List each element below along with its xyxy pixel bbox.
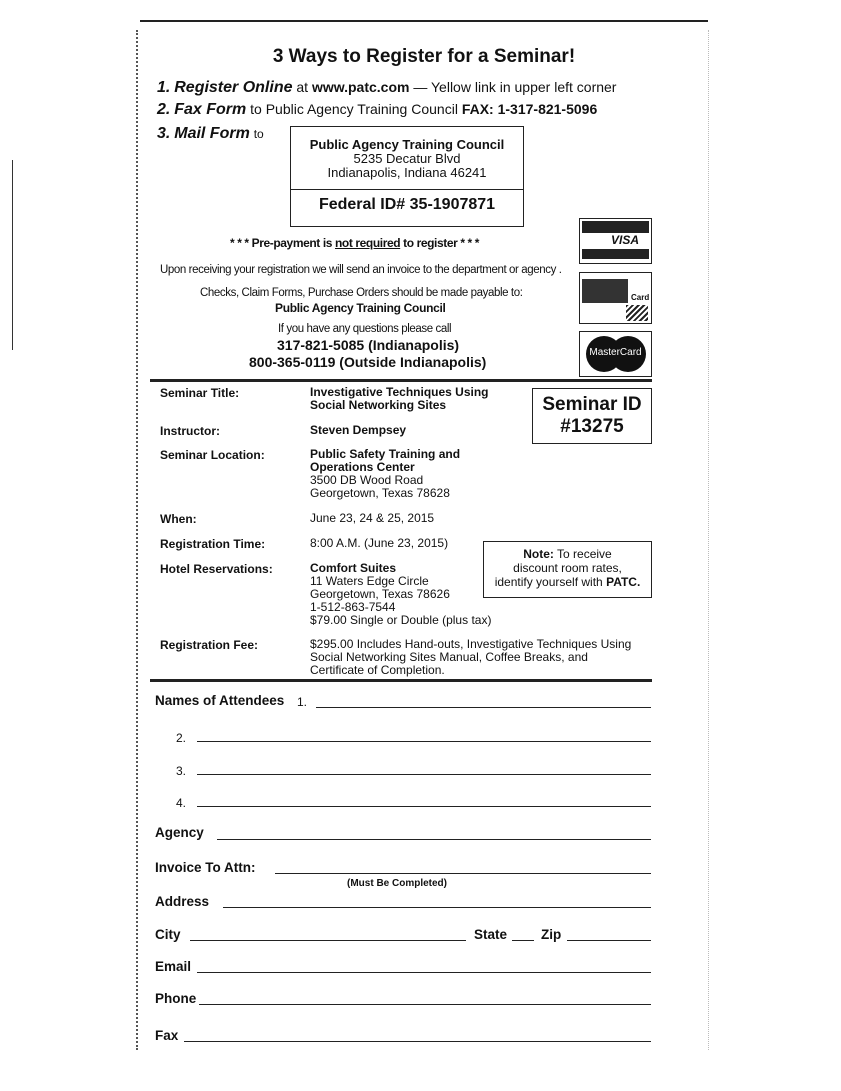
right-edge-line xyxy=(708,30,709,1050)
mail-city: Indianapolis, Indiana 46241 xyxy=(327,165,487,180)
invoice-attn-field[interactable] xyxy=(275,873,651,874)
seminar-id-value: #13275 xyxy=(560,416,624,437)
method-fax: Fax Form xyxy=(174,101,247,118)
phone-label: Phone xyxy=(155,991,197,1006)
way-mail: 3. Mail Form to xyxy=(157,125,264,142)
prepayment-note: * * * Pre-payment is not required to register * * * xyxy=(230,236,480,250)
hotel-note-box: Note: To receive discount room rates, identify yourself with PATC. xyxy=(483,541,652,598)
agency-label: Agency xyxy=(155,825,204,840)
address-label: Address xyxy=(155,894,210,909)
fax-label: Fax xyxy=(155,1028,179,1043)
seminar-location: Public Safety Training and Operations Center 3500 DB Wood Road Georgetown, Texas 78628 xyxy=(310,447,461,500)
mail-address-box xyxy=(290,126,524,227)
hotel-label: Hotel Reservations: xyxy=(160,562,273,576)
location-label: Seminar Location: xyxy=(160,448,265,462)
seminar-id-box xyxy=(532,388,652,444)
seminar-id-label: Seminar ID xyxy=(542,394,642,415)
phone-indianapolis: 317-821-5085 (Indianapolis) xyxy=(277,337,460,353)
invoice-attn-label: Invoice To Attn: xyxy=(155,860,256,875)
attendee-1-field[interactable] xyxy=(316,707,651,708)
way-fax: 2. Fax Form to Public Agency Training Council FAX: 1-317-821-5096 xyxy=(157,101,598,118)
seminar-title: Investigative Techniques Using Social Networking Sites xyxy=(310,385,489,412)
phone-outside: 800-365-0119 (Outside Indianapolis) xyxy=(249,354,487,370)
questions-line: If you have any questions please call xyxy=(278,323,452,335)
must-be-completed: (Must Be Completed) xyxy=(347,878,447,889)
agency-field[interactable] xyxy=(217,839,651,840)
address-field[interactable] xyxy=(223,907,651,908)
state-field[interactable] xyxy=(512,940,534,941)
scan-artifact-line xyxy=(12,160,13,350)
mastercard-icon: MasterCard xyxy=(579,331,652,377)
hotel-details: Comfort Suites 11 Waters Edge Circle Georgetown, Texas 78626 1-512-863-7544 $79.00 Single or Double (plus tax) xyxy=(310,561,492,627)
when-label: When: xyxy=(160,512,197,526)
way-online: 1. Register Online at www.patc.com — Yellow link in upper left corner xyxy=(157,79,617,96)
regtime-label: Registration Time: xyxy=(160,537,266,551)
mail-org-name: Public Agency Training Council xyxy=(309,137,505,152)
seminar-title-label: Seminar Title: xyxy=(160,386,240,400)
method-mail: Mail Form xyxy=(174,125,250,142)
registration-fee: $295.00 Includes Hand-outs, Investigative Techniques Using Social Networking Sites Manual, Coffee Breaks, and Certificate of Completion. xyxy=(310,637,632,677)
visa-icon: VISA xyxy=(579,218,652,264)
section-rule-top xyxy=(150,379,652,382)
instructor-name: Steven Dempsey xyxy=(310,423,407,437)
fax-number: FAX: 1-317-821-5096 xyxy=(461,101,598,117)
phone-field[interactable] xyxy=(199,1004,651,1005)
registration-time: 8:00 A.M. (June 23, 2015) xyxy=(310,536,449,550)
zip-label: Zip xyxy=(541,927,562,942)
zip-field[interactable] xyxy=(567,940,651,941)
section-rule-bottom xyxy=(150,679,652,682)
instructor-label: Instructor: xyxy=(160,424,220,438)
seminar-dates: June 23, 24 & 25, 2015 xyxy=(310,511,435,525)
fee-label: Registration Fee: xyxy=(160,638,259,652)
attendee-4-field[interactable] xyxy=(197,806,651,807)
top-rule xyxy=(140,20,708,22)
state-label: State xyxy=(474,927,508,942)
mail-street: 5235 Decatur Blvd xyxy=(353,151,461,166)
email-label: Email xyxy=(155,959,192,974)
attendee-3-field[interactable] xyxy=(197,774,651,775)
fax-field[interactable] xyxy=(184,1041,651,1042)
page-title: 3 Ways to Register for a Seminar! xyxy=(272,46,576,67)
city-label: City xyxy=(155,927,181,942)
payable-line: Checks, Claim Forms, Purchase Orders should be made payable to: xyxy=(200,287,523,299)
method-online: Register Online xyxy=(174,79,293,96)
city-field[interactable] xyxy=(190,940,466,941)
attendees-label: Names of Attendees xyxy=(155,693,285,708)
email-field[interactable] xyxy=(197,972,651,973)
attendee-2-field[interactable] xyxy=(197,741,651,742)
federal-id: Federal ID# 35-1907871 xyxy=(318,196,496,213)
cut-line xyxy=(136,30,138,1050)
website-link[interactable]: www.patc.com xyxy=(311,79,410,95)
payable-name: Public Agency Training Council xyxy=(275,301,446,315)
amex-icon: Card xyxy=(579,272,652,324)
invoice-note: Upon receiving your registration we will send an invoice to the department or agency . xyxy=(160,264,562,276)
